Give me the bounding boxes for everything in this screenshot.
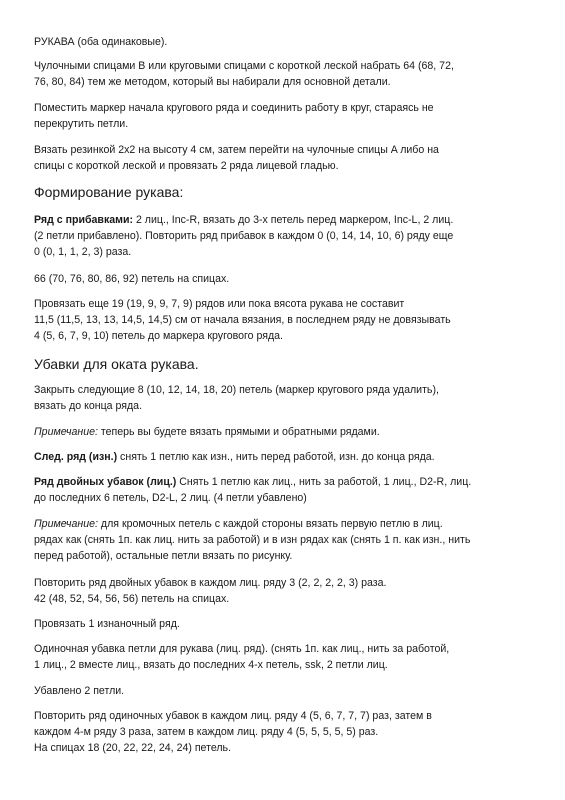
paragraph-marker: Поместить маркер начала кругового ряда и соединить работу в круг, стараясь не перекрутить петли. [34, 102, 434, 130]
paragraph-double-decrease: Ряд двойных убавок (лиц.) Снять 1 петлю как лиц., нить за работой, 1 лиц., D2-R, лиц. до последних 6 петель, D2-L, 2 лиц. (4 петли убавлено) [34, 476, 472, 504]
double-decrease-label: Ряд двойных убавок (лиц.) [34, 476, 177, 488]
paragraph-stitch-count-66: 66 (70, 76, 80, 86, 92) петель на спицах. [34, 273, 230, 285]
paragraph-cast-on: Чулочными спицами B или круговыми спицами с короткой леской набрать 64 (68, 72, 76, 80, 84) тем же методом, который вы набирали для основной детали. [34, 60, 454, 88]
paragraph-ribbing: Вязать резинкой 2х2 на высоту 4 см, затем перейти на чулочные спицы A либо на спицы с короткой леской и провязать 2 ряда лицевой гладью. [34, 144, 439, 172]
paragraph-note-selvedge: Примечание: для кромочных петель с каждой стороны вязать первую петлю в лиц. рядах как (снять 1п. как лиц. нить за работой) и в изн рядах как (снять 1 п. как изн., нить перед работой), остальные петли вязать по рисунку. [34, 518, 471, 562]
note-label: Примечание: [34, 426, 98, 438]
paragraph-bind-off: Закрыть следующие 8 (10, 12, 14, 18, 20) петель (маркер кругового ряда удалить), вязать до конца ряда. [34, 384, 439, 412]
paragraph-knit-more: Провязать еще 19 (19, 9, 9, 7, 9) рядов или пока вясота рукава не составит 11,5 (11,5, 13, 13, 14,5, 14,5) см от начала вязания, в последнем ряду не довязывать 4 (5, 6, 7, 9, 10) петель до маркера кругового ряда. [34, 298, 451, 342]
paragraph-repeat-single: Повторить ряд одиночных убавок в каждом лиц. ряду 4 (5, 6, 7, 7, 7) раз, затем в каждом 4-м ряду 3 раза, затем в каждом лиц. ряду 4 (5, 5, 5, 5, 5) раз. На спицах 18 (20, 22, 22, 24, 24) петель. [34, 710, 432, 754]
paragraph-purl-row: Провязать 1 изнаночный ряд. [34, 618, 180, 630]
note-label: Примечание: [34, 518, 98, 530]
paragraph-next-ws-row: След. ряд (изн.) снять 1 петлю как изн., нить перед работой, изн. до конца ряда. [34, 451, 435, 463]
paragraph-single-decrease: Одиночная убавка петли для рукава (лиц. ряд). (снять 1п. как лиц., нить за работой, 1 лиц., 2 вместе лиц., вязать до последних 4-х петель, ssk, 2 петли лиц. [34, 643, 450, 671]
paragraph-repeat-double: Повторить ряд двойных убавок в каждом лиц. ряду 3 (2, 2, 2, 2, 3) раза. 42 (48, 52, 54, 56, 56) петель на спицах. [34, 577, 387, 605]
heading-cap-decreases: Убавки для оката рукава. [34, 356, 199, 372]
paragraph-increase-row: Ряд с прибавками: 2 лиц., Inc-R, вязать до 3-х петель перед маркером, Inc-L, 2 лиц. (2 петли прибавлено). Повторить ряд прибавок в каждом 0 (0, 14, 14, 10, 6) ряду еще 0 (0, 1, 1, 2, 3) раза. [34, 214, 454, 258]
heading-shaping: Формирование рукава: [34, 184, 184, 200]
next-row-label: След. ряд (изн.) [34, 451, 118, 463]
section-title: РУКАВА (оба одинаковые). [34, 36, 168, 48]
paragraph-note-rows: Примечание: теперь вы будете вязать прямыми и обратными рядами. [34, 426, 380, 438]
paragraph-decreased-2: Убавлено 2 петли. [34, 685, 125, 697]
increase-row-label: Ряд с прибавками: [34, 214, 134, 226]
